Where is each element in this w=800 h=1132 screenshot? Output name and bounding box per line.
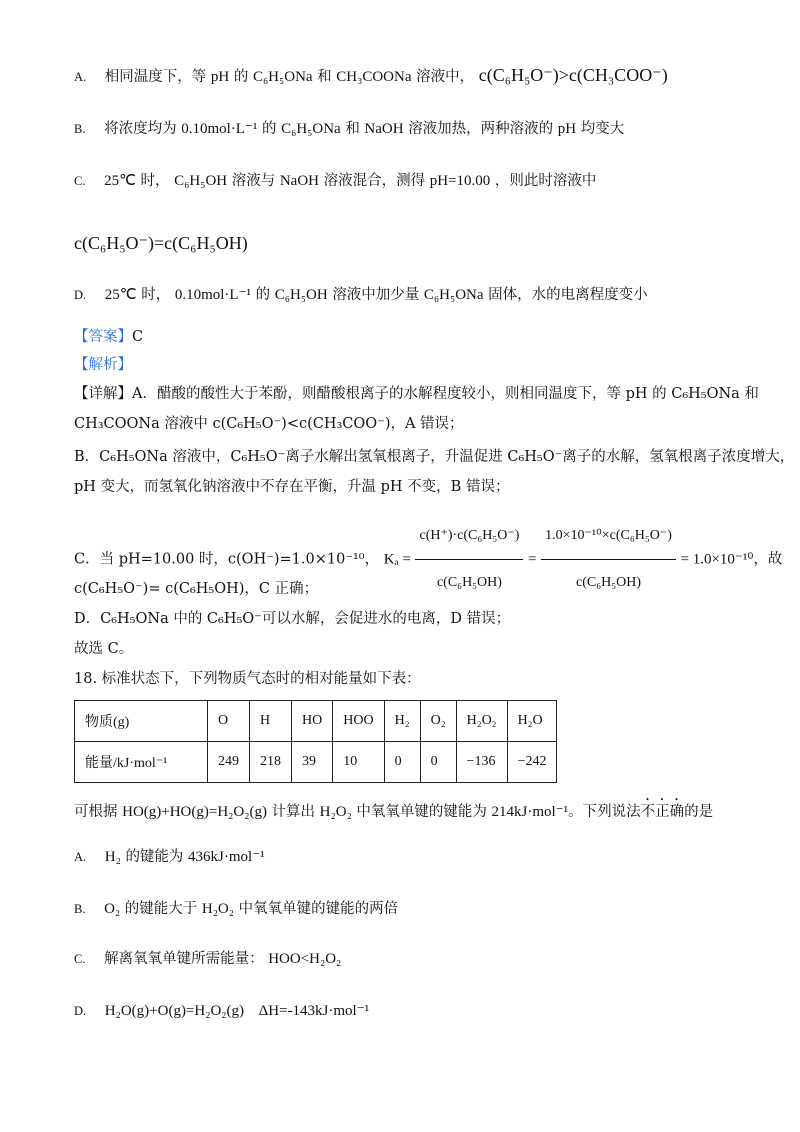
option-label: D. <box>74 288 87 302</box>
detail-line-8: 故选 C。 <box>74 641 134 657</box>
answer-line <box>74 326 726 348</box>
analysis-bracket: 【解析】 <box>74 357 132 373</box>
answer-value: C <box>132 329 144 345</box>
option-label: B. <box>74 122 86 136</box>
energy-table <box>74 700 557 783</box>
q17-option-d: D. 25℃ 时， 0.10mol·L⁻¹ 的 C₆H₅OH 溶液中加少量 C₆H₅ONa 固体，水的电离程度变小 <box>74 287 648 303</box>
detail-line-5: C．当 pH=10.00 时，c(OH⁻)=1.0×10⁻¹⁰， Kₐ = $\frac{\text{c(H⁺)·c(C₆H₅O⁻)}}{\text{c(C₆H₅OH)}}$ = $\frac{\text{1.0×10⁻¹⁰×c(C₆H₅O⁻)}}{\text{c(C₆H₅OH)}}$ = 1.0×10⁻¹⁰，故 <box>74 514 726 605</box>
detail-line-1: 【详解】A．醋酸的酸性大于苯酚，则醋酸根离子的水解程度较小，则相同温度下，等 pH 的 C₆H₅ONa 和 <box>74 386 759 402</box>
q18-option-d: D. H₂O(g)+O(g)=H₂O₂(g) ΔH=-143kJ·mol⁻¹ <box>74 1003 370 1019</box>
detail-line-4: pH 变大，而氢氧化钠溶液中不存在平衡，升温 pH 不变，B 错误； <box>74 479 510 495</box>
detail-line-6: c(C₆H₅O⁻)= c(C₆H₅OH)，C 正确； <box>74 581 319 597</box>
detail-line-2: CH₃COONa 溶液中 c(C₆H₅O⁻)<c(CH₃COO⁻)，A 错误； <box>74 416 464 432</box>
emphasis-not-correct: 不正确 <box>640 804 685 820</box>
option-label: C. <box>74 174 86 188</box>
q17-option-c: C. 25℃ 时， C₆H₅OH 溶液与 NaOH 溶液混合，测得 pH=10.00 ，则此时溶液中 <box>74 173 597 189</box>
fraction-1: $\frac{\text{c(H⁺)·c(C₆H₅O⁻)}}{\text{c(C₆H₅OH)}}$ <box>415 514 523 605</box>
q17-option-b: B. 将浓度均为 0.10mol·L⁻¹ 的 C₆H₅ONa 和 NaOH 溶液加热，两种溶液的 pH 均变大 <box>74 121 625 137</box>
answer-bracket: 【答案】 <box>74 329 132 345</box>
option-label: B. <box>74 902 86 916</box>
option-label: A. <box>74 850 87 864</box>
q18-option-b: B. O₂ 的键能大于 H₂O₂ 中氧氧单键的键能的两倍 <box>74 901 399 917</box>
analysis-line <box>74 354 726 376</box>
q18-option-c: C. 解离氧氧单键所需能量： HOO<H₂O₂ <box>74 951 342 967</box>
detail-line-7: D．C₆H₅ONa 中的 C₆H₅O⁻可以水解，会促进水的电离，D 错误； <box>74 611 511 627</box>
q18-stem: 18. 标准状态下，下列物质气态时的相对能量如下表： <box>74 671 421 687</box>
table-row: 物质(g) O H HO HOO H₂ O₂ H₂O₂ H₂O <box>75 701 557 742</box>
q18-option-a: A. H₂ 的键能为 436kJ·mol⁻¹ <box>74 849 265 865</box>
q17-option-c-cont: c(C₆H₅O⁻)=c(C₆H₅OH) <box>74 233 248 253</box>
ka-symbol: Kₐ = <box>383 551 411 568</box>
option-label: A. <box>74 70 87 84</box>
q17-option-a: A. 相同温度下，等 pH 的 C₆H₅ONa 和 CH₃COONa 溶液中， c(C₆H₅O⁻)>c(CH₃COO⁻) <box>74 65 668 85</box>
table-row: 能量/kJ·mol⁻¹ 249 218 39 10 0 0 −136 −242 <box>75 742 557 783</box>
q18-after-table: 可根据 HO(g)+HO(g)=H₂O₂(g) 计算出 H₂O₂ 中氧氧单键的键能为 214kJ·mol⁻¹。下列说法不正确的是 <box>74 804 714 820</box>
detail-line-3: B．C₆H₅ONa 溶液中，C₆H₅O⁻离子水解出氢氧根离子，升温促进 C₆H₅O⁻离子的水解，氢氧根离子浓度增大， <box>74 449 795 465</box>
option-label: C. <box>74 952 86 966</box>
option-label: D. <box>74 1004 87 1018</box>
fraction-2: $\frac{\text{1.0×10⁻¹⁰×c(C₆H₅O⁻)}}{\text{c(C₆H₅OH)}}$ <box>541 514 676 605</box>
